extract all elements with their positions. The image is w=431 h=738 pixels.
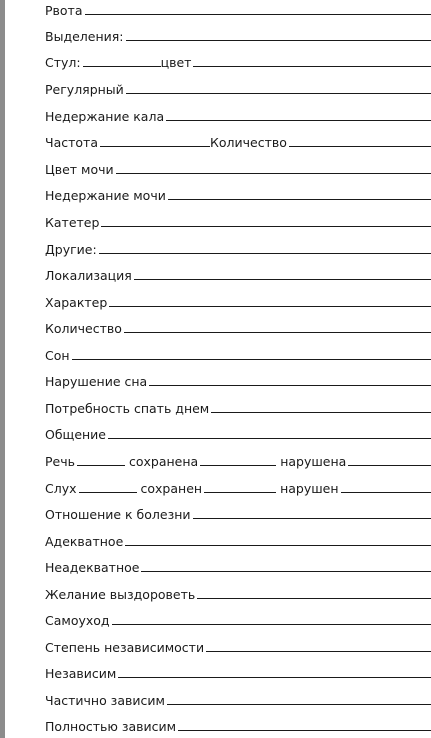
field-label: Независим [45,666,117,681]
fill-line[interactable] [348,465,431,466]
fill-line[interactable] [126,93,431,94]
field-label: Цвет мочи [45,162,114,177]
field-label: Количество [45,321,122,336]
form-row-quantity [45,318,431,336]
field-label: Желание выздороветь [45,587,196,602]
fill-line[interactable] [149,385,431,386]
field-label: Количество [209,135,287,150]
fill-line[interactable] [206,651,431,652]
field-label: Частично зависим [45,693,165,708]
fill-line[interactable] [118,677,431,678]
form-row-urine-color [45,159,431,177]
fill-line[interactable] [200,465,276,466]
form-row-fecal-incontinence [45,106,431,124]
form-row-fully-dependent [45,716,431,734]
fill-line[interactable] [108,438,431,439]
fill-line[interactable] [166,120,431,121]
form-row-daytime-sleep [45,398,431,416]
field-label: Неадекватное [45,560,140,575]
field-label: Общение [45,427,106,442]
field-label: Полностью зависим [45,719,177,734]
fill-line[interactable] [77,465,125,466]
form-row-speech [45,451,431,469]
form-row-discharge [45,26,431,44]
fill-line[interactable] [79,492,137,493]
form-row-urinary-incontinence [45,185,431,203]
field-label: Самоуход [45,613,110,628]
field-label: Слух [45,481,77,496]
fill-line[interactable] [125,545,431,546]
field-label: Выделения: [45,29,124,44]
fill-line[interactable] [134,279,431,280]
field-label: Отношение к болезни [45,507,191,522]
field-label: сохранен [140,481,203,496]
field-label: Потребность спать днем [45,401,210,416]
fill-line[interactable] [116,173,431,174]
field-label: Другие: [45,242,97,257]
form-row-other [45,239,431,257]
field-label: Частота [45,135,98,150]
form-row-character [45,292,431,310]
fill-line[interactable] [197,598,431,599]
fill-line[interactable] [101,226,431,227]
field-label: Характер [45,295,108,310]
fill-line[interactable] [193,66,431,67]
form-row-attitude-to-illness [45,504,431,522]
field-label: Адекватное [45,534,124,549]
field-label: Недержание мочи [45,188,166,203]
fill-line[interactable] [100,146,210,147]
fill-line[interactable] [211,412,431,413]
fill-line[interactable] [193,518,431,519]
form-row-sleep [45,345,431,363]
fill-line[interactable] [168,199,431,200]
field-label: Недержание кала [45,109,165,124]
form-row-regular [45,79,431,97]
form-row-catheter [45,212,431,230]
field-label: Нарушение сна [45,374,148,389]
form-row-vomiting [45,0,431,18]
field-label: сохранена [128,454,199,469]
fill-line[interactable] [341,492,431,493]
fill-line[interactable] [126,40,431,41]
field-label: Сон [45,348,70,363]
fill-line[interactable] [141,571,431,572]
form-row-partially-dependent [45,690,431,708]
form-row-self-care [45,610,431,628]
fill-line[interactable] [85,14,431,15]
field-label: Регулярный [45,82,124,97]
fill-line[interactable] [72,359,431,360]
field-label: нарушена [280,454,347,469]
fill-line[interactable] [99,253,431,254]
fill-line[interactable] [204,492,276,493]
fill-line[interactable] [124,332,431,333]
fill-line[interactable] [109,306,431,307]
field-label: Стул: [45,55,81,70]
field-label: нарушен [280,481,339,496]
form-row-hearing [45,478,431,496]
field-label: Степень независимости [45,640,205,655]
form-row-inadequate [45,557,431,575]
form-row-independent [45,663,431,681]
fill-line[interactable] [289,146,431,147]
fill-line[interactable] [167,704,431,705]
form-row-frequency [45,132,431,150]
form-row-independence-degree [45,637,431,655]
margin-bar [0,0,5,738]
fill-line[interactable] [178,730,431,731]
form-row-sleep-disorder [45,371,431,389]
field-label: Речь [45,454,75,469]
form-row-adequate [45,531,431,549]
field-label: Рвота [45,3,83,18]
field-label: Локализация [45,268,132,283]
fill-line[interactable] [112,624,431,625]
fill-line[interactable] [83,66,161,67]
field-label: цвет [160,55,192,70]
form-row-stool [45,52,431,70]
field-label: Катетер [45,215,100,230]
form-row-will-to-recover [45,584,431,602]
form-row-communication [45,424,431,442]
form-row-localization [45,265,431,283]
